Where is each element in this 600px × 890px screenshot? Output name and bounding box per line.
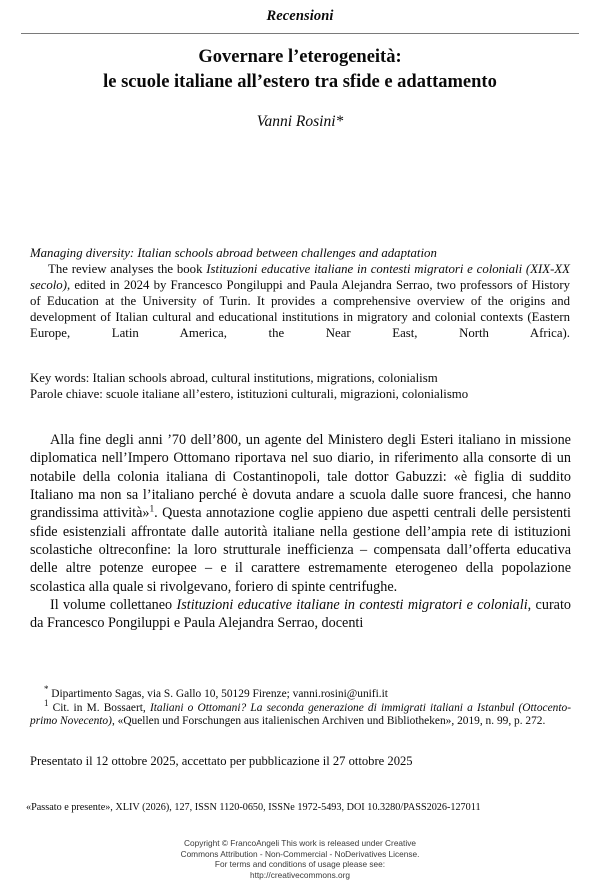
submission-acceptance-note: Presentato il 12 ottobre 2025, accettato per pubblicazione il 27 ottobre 2025	[30, 754, 413, 768]
running-head: Recensioni	[266, 8, 334, 24]
footnote-star-text: Dipartimento Sagas, via S. Gallo 10, 50129 Firenze; vanni.rosini@unifi.it	[48, 688, 388, 700]
paragraph-2-part1: Il volume collettaneo	[50, 597, 177, 614]
license-line-2: Commons Attribution - Non-Commercial - NoDerivatives License.	[180, 848, 420, 859]
footnote-ref-1[interactable]: 1	[149, 504, 155, 515]
title-line-2: le scuole italiane all’estero tra sfide e adattamento	[103, 72, 497, 92]
keywords-section	[30, 370, 575, 403]
footnote-1-title: Italiani o Ottomani? La seconda generazione di immigrati italiani a Istanbul (Ottocento-primo Novecento)	[30, 701, 571, 728]
abstract-english-title: Managing diversity: Italian schools abroad between challenges and adaptation	[30, 246, 437, 260]
page-title	[30, 45, 570, 95]
copyright-license-footer	[30, 838, 570, 880]
paragraph-2-book-title: Istituzioni educative italiane in contesti migratori e coloniali	[176, 597, 528, 614]
header-divider	[21, 33, 579, 34]
footnote-author-affiliation	[30, 684, 571, 702]
license-url[interactable]: http://creativecommons.org	[249, 869, 351, 880]
keywords-italian: Parole chiave: scuole italiane all’estero, istituzioni culturali, migrazioni, colonialismo	[30, 387, 469, 402]
keywords-english: Key words: Italian schools abroad, cultural institutions, migrations, colonialism	[30, 371, 438, 385]
paragraph-1-part1: Alla fine degli anni ’70 dell’800, un agente del Ministero degli Esteri italiano in missione diplomatica nell’Impero Ottomano riportava nel suo diario, in riferimento alla consorte di un notabile della colonia italiana di Costantinopoli, tale dottor Gabuzzi: «è figlia di suddito Italiano ma non sa l’italiano perché è dovuta andare a scuola dalle suore francesi, che hanno grandissima attività»	[30, 432, 571, 522]
abstract-text-part2: , edited in 2024 by Francesco Pongiluppi and Paula Alejandra Serrao, two professors of History of Education at the University of Turin. It provides a comprehensive overview of the origins and development of Italian cultural and educational institutions in migratory and colonial contexts (Eastern Europe, Latin America, the Near East, North Africa).	[30, 278, 570, 341]
author-name: Vanni Rosini*	[256, 113, 344, 130]
body-paragraph-2	[30, 596, 571, 633]
paragraph-2-part2: , curato da Francesco Pongiluppi e Paula Alejandra Serrao, docenti	[30, 597, 571, 632]
journal-citation-line: «Passato e presente», XLIV (2026), 127, ISSN 1120-0650, ISSNe 1972-5493, DOI 10.3280/PASS2026-127011	[26, 802, 481, 813]
license-line-3: For terms and conditions of usage please see:	[214, 859, 386, 870]
footnote-1-part1: Cit. in M. Bossaert,	[48, 701, 150, 714]
footnote-marker-star: *	[44, 684, 49, 695]
body-text	[30, 431, 571, 633]
footnotes-section	[30, 684, 571, 729]
abstract-text	[30, 261, 570, 358]
footnote-1	[30, 697, 571, 729]
paragraph-1-part2: . Questa annotazione coglie appieno due aspetti centrali delle persistenti sfide esistenziali affrontate dalle autorità italiane nella gestione dell’ampia rete di istituzioni scolastiche oltreconfine: la loro strutturale inefficienza – compensata dall’offerta educativa delle altre potenze europee – e il carattere estremamente eterogeneo della popolazione scolastica alla quale si rivolgevano, foriero di spinte centrifughe.	[30, 505, 571, 595]
abstract-book-title: Istituzioni educative italiane in contesti migratori e coloniali (XIX-XX secolo)	[30, 262, 570, 293]
abstract-text-part1: The review analyses the book	[48, 262, 207, 277]
abstract-section	[30, 245, 570, 358]
body-paragraph-1	[30, 431, 571, 596]
footnote-1-part2: , «Quellen und Forschungen aus italienischen Archiven und Bibliotheken», 2019, n. 99, p. 272.	[111, 715, 546, 728]
license-line-1: Copyright © FrancoAngeli This work is released under Creative	[184, 838, 416, 848]
title-line-1: Governare l’eterogeneità:	[198, 47, 402, 67]
footnote-marker-1: 1	[44, 697, 49, 708]
